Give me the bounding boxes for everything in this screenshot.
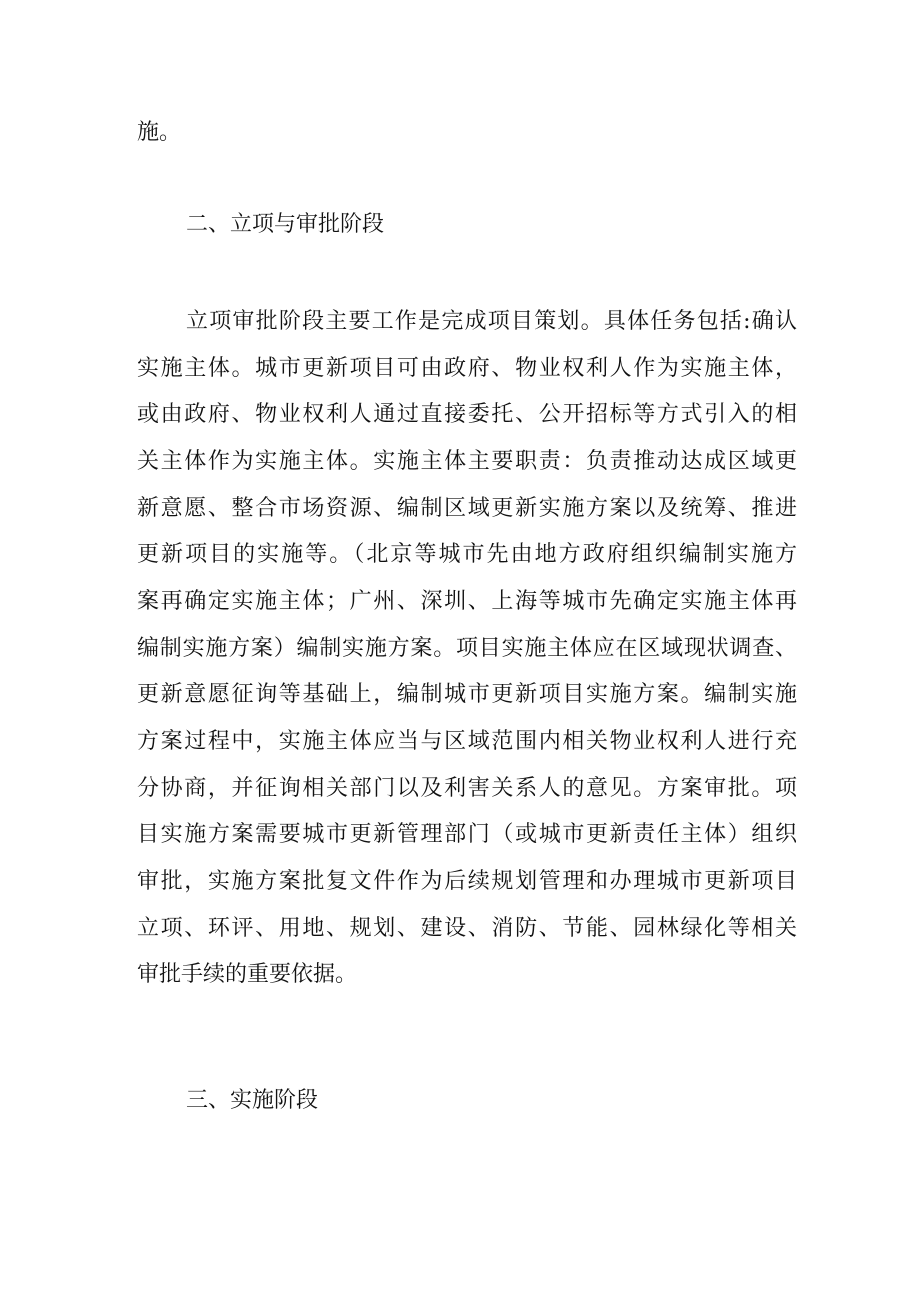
paragraph-line: 更新项目的实施等。（北京等城市先由地方政府组织编制实施方 [137, 542, 797, 567]
paragraph-line: 目实施方案需要城市更新管理部门（或城市更新责任主体）组织 [137, 822, 797, 847]
paragraph-line: 立项审批阶段主要工作是完成项目策划。具体任务包括:确认 [186, 309, 797, 334]
paragraph-line: 方案过程中，实施主体应当与区域范围内相关物业权利人进行充 [137, 729, 797, 754]
continuation-text: 施。 [137, 120, 182, 145]
paragraph-line: 案再确定实施主体；广州、深圳、上海等城市先确定实施主体再 [137, 589, 797, 614]
section-heading-2: 二、立项与审批阶段 [186, 212, 385, 237]
paragraph-line: 立项、环评、用地、规划、建设、消防、节能、园林绿化等相关 [137, 916, 797, 941]
paragraph-line: 实施主体。城市更新项目可由政府、物业权利人作为实施主体， [137, 356, 797, 381]
paragraph-line: 关主体作为实施主体。实施主体主要职责：负责推动达成区域更 [137, 449, 797, 474]
paragraph-line: 或由政府、物业权利人通过直接委托、公开招标等方式引入的相 [137, 402, 797, 427]
paragraph-line: 更新意愿征询等基础上，编制城市更新项目实施方案。编制实施 [137, 682, 797, 707]
paragraph-line: 审批，实施方案批复文件作为后续规划管理和办理城市更新项目 [137, 869, 797, 894]
section-heading-3: 三、实施阶段 [186, 1088, 319, 1113]
paragraph-line: 分协商，并征询相关部门以及利害关系人的意见。方案审批。项 [137, 776, 797, 801]
paragraph-line: 新意愿、整合市场资源、编制区域更新实施方案以及统筹、推进 [137, 496, 797, 521]
paragraph-line: 审批手续的重要依据。 [137, 962, 358, 987]
paragraph-line: 编制实施方案）编制实施方案。项目实施主体应在区域现状调查、 [137, 636, 797, 661]
